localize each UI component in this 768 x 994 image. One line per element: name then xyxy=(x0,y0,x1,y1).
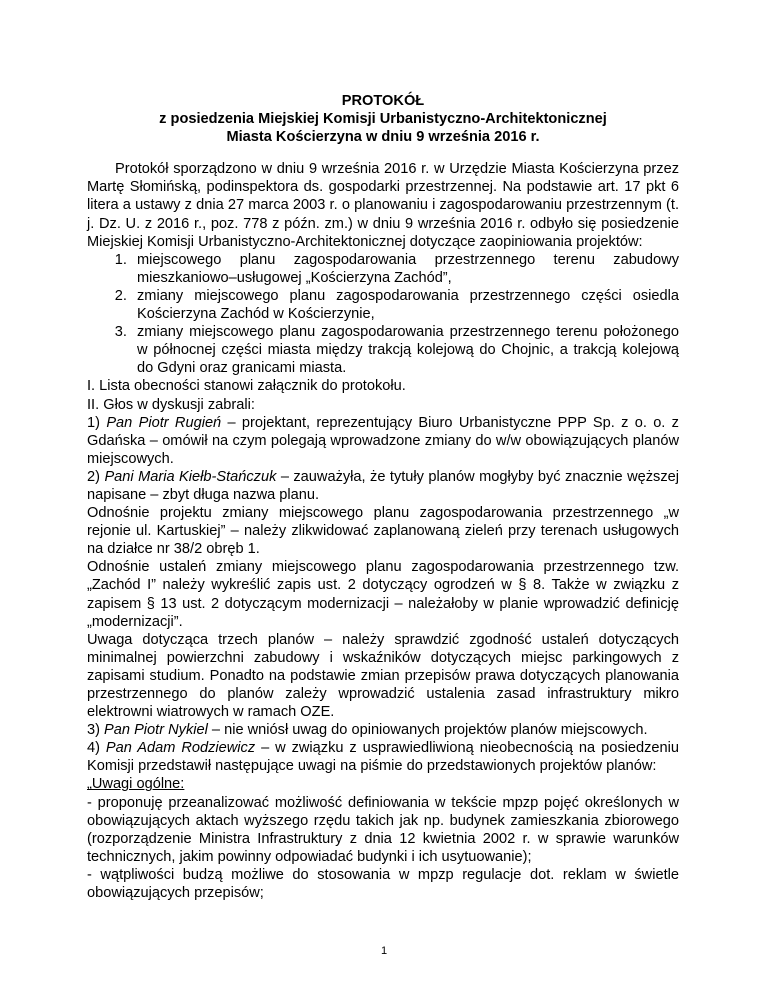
title-line-3: Miasta Kościerzyna w dniu 9 września 2016 r. xyxy=(226,129,540,146)
speaker-text: – w związku z usprawiedliwioną nieobecnością na posiedzeniu Komisji przedstawił następujące uwagi na piśmie do przedstawionych projektów planów: xyxy=(87,740,679,775)
project-item: 1. miejscowego planu zagospodarowania przestrzennego terenu zabudowy mieszkaniowo–usługowej „Kościerzyna Zachód”, xyxy=(131,251,679,287)
speaker-text: – nie wniósł uwag do opiniowanych projektów planów miejscowych. xyxy=(207,722,648,739)
title-line-2: z posiedzenia Miejskiej Komisji Urbanistyczno-Architektonicznej xyxy=(159,111,607,128)
remark-paragraph: Odnośnie ustaleń zmiany miejscowego planu zagospodarowania przestrzennego tzw. „Zachód I” należy wykreślić zapis ust. 2 dotyczący ogrodzeń w § 8. Także w związku z zapisem § 13 ust. 2 dotyczącym modernizacji – należałoby w planie wprowadzić definicję „modernizacji”. xyxy=(87,559,679,630)
speaker-name: Pan Piotr Rugień xyxy=(106,414,222,431)
intro-paragraph: Protokół sporządzono w dniu 9 września 2016 r. w Urzędzie Miasta Kościerzyna przez Martę Słomińską, podinspektora ds. gospodarki przestrzennej. Na podstawie art. 17 pkt 6 litera a ustawy z dnia 27 marca 2003 r. o planowaniu i zagospodarowaniu przestrzennym (t. j. Dz. U. z 2016 r., poz. 778 z późn. zm.) w dniu 9 września 2016 r. odbyło się posiedzenie Miejskiej Komisji Urbanistyczno-Architektonicznej dotyczące zaopiniowania projektów: xyxy=(87,161,679,250)
project-item: 2. zmiany miejscowego planu zagospodarowania przestrzennego części osiedla Kościerzyna Zachód w Kościerzynie, xyxy=(131,287,679,323)
speaker-name: Pani Maria Kiełb-Stańczuk xyxy=(104,468,277,485)
speaker-number: 4) xyxy=(87,740,100,757)
speaker-entry xyxy=(87,721,679,739)
speaker-number: 2) xyxy=(87,468,100,485)
speaker-number: 1) xyxy=(87,414,100,431)
speaker-entry xyxy=(87,468,679,504)
speaker-entry xyxy=(87,414,679,468)
speaker-entry xyxy=(87,739,679,775)
document-page xyxy=(87,92,679,902)
remark-paragraph: Uwaga dotycząca trzech planów – należy sprawdzić zgodność ustaleń dotyczących minimalnej powierzchni zabudowy i wskaźników dotyczących miejsc parkingowych z zapisami studium. Ponadto na podstawie zmian przepisów prawa dotyczących planowania przestrzennego do planów zależy wprowadzić ustalenia zasad infrastruktury mikro elektrowni wiatrowych w ramach OZE. xyxy=(87,631,679,721)
speaker-name: Pan Adam Rodziewicz xyxy=(105,740,256,757)
section-discussion: II. Głos w dyskusji zabrali: xyxy=(87,396,255,413)
projects-list xyxy=(87,251,679,378)
speaker-text: – projektant, reprezentujący Biuro Urbanistyczne PPP Sp. z o. o. z Gdańska – omówił na czym polegają wprowadzone zmiany do w/w obowiązujących planów miejscowych. xyxy=(87,414,679,467)
remark-paragraph: Odnośnie projektu zmiany miejscowego planu zagospodarowania przestrzennego „w rejonie ul. Kartuskiej” – należy zlikwidować zaplanowaną zieleń przy terenach usługowych na działce nr 38/2 obręb 1. xyxy=(87,505,679,558)
speaker-number: 3) xyxy=(87,722,100,739)
title-line-1: PROTOKÓŁ xyxy=(341,93,425,109)
speaker-name: Pan Piotr Nykiel xyxy=(104,722,208,739)
project-item: 3. zmiany miejscowego planu zagospodarowania przestrzennego terenu położonego w północnej części miasta między trakcją kolejową do Chojnic, a trakcją kolejową do Gdyni oraz granicami miasta. xyxy=(131,323,679,377)
section-attendance: I. Lista obecności stanowi załącznik do protokołu. xyxy=(87,378,406,395)
speaker-text: – zauważyła, że tytuły planów mogłyby być znacznie węższej napisane – zbyt długa nazwa planu. xyxy=(87,468,679,503)
general-remark-item: - proponuję przeanalizować możliwość definiowania w tekście mpzp pojęć określonych w obowiązujących aktach wyższego rzędu takich jak np. budynek zamieszkania zbiorowego (rozporządzenie Ministra Infrastruktury z dnia 12 kwietnia 2002 r. w sprawie warunków technicznych, jakim powinny odpowiadać budynki i ich usytuowanie); xyxy=(87,794,679,865)
general-remark-item: - wątpliwości budzą możliwe do stosowania w mpzp regulacje dot. reklam w świetle obowiązujących przepisów; xyxy=(87,866,679,902)
page-number: 1 xyxy=(380,945,388,957)
general-remarks-heading: „Uwagi ogólne: xyxy=(87,776,185,793)
document-title xyxy=(87,92,679,146)
